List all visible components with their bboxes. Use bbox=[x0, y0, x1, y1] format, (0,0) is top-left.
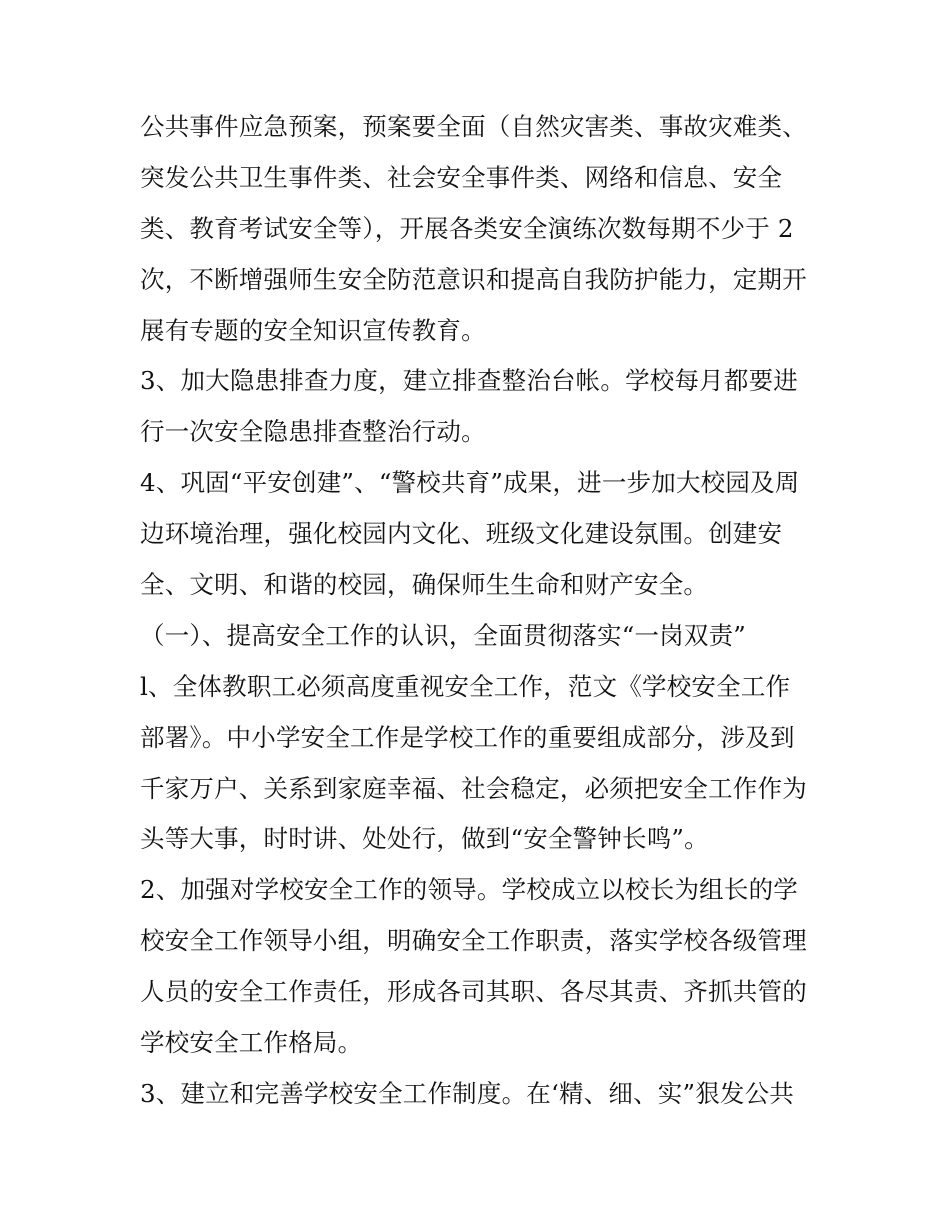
text-line: 2、加强对学校安全工作的领导。学校成立以校长为组长的学 bbox=[140, 875, 798, 905]
text-line: 次，不断增强师生安全防范意识和提高自我防护能力，定期开 bbox=[140, 264, 807, 294]
text-line: 3、建立和完善学校安全工作制度。在‘精、细、实”狠发公共 bbox=[140, 1078, 794, 1108]
text-line: 类、教育考试安全等），开展各类安全演练次数每期不少于 2 bbox=[140, 213, 794, 243]
text-line: 学校安全工作格局。 bbox=[140, 1028, 363, 1058]
text-line: 千家万户、关系到家庭幸福、社会稳定，必须把安全工作作为 bbox=[140, 773, 807, 803]
text-line: 人员的安全工作责任，形成各司其职、各尽其责、齐抓共管的 bbox=[140, 977, 807, 1007]
text-line: 突发公共卫生事件类、社会安全事件类、网络和信息、安全 bbox=[140, 162, 783, 192]
text-line: 边环境治理，强化校园内文化、班级文化建设氛围。创建安 bbox=[140, 519, 783, 549]
text-line: 部署》。中小学安全工作是学校工作的重要组成部分，涉及到 bbox=[140, 722, 795, 752]
text-line: 校安全工作领导小组，明确安全工作职责，落实学校各级管理 bbox=[140, 926, 807, 956]
text-line: 公共事件应急预案，预案要全面（自然灾害类、事故灾难类、 bbox=[140, 112, 807, 141]
text-line: 行一次安全隐患排查整治行动。 bbox=[140, 417, 486, 447]
text-line: 展有专题的安全知识宣传教育。 bbox=[140, 315, 486, 345]
section-heading: （一）、提高安全工作的认识，全面贯彻落实“一岗双责” bbox=[140, 620, 746, 650]
text-line: 全、文明、和谐的校园，确保师生生命和财产安全。 bbox=[140, 570, 709, 600]
text-line: l、全体教职工必须高度重视安全工作，范文《学校安全工作 bbox=[140, 671, 791, 701]
document-body bbox=[140, 102, 820, 1120]
text-line: 3、加大隐患排查力度，建立排查整治台帐。学校每月都要进 bbox=[140, 366, 798, 396]
text-line: 4、巩固“平安创建”、“警校共育”成果，进一步加大校园及周 bbox=[140, 468, 800, 498]
text-line: 头等大事，时时讲、处处行，做到“安全警钟长鸣”。 bbox=[140, 824, 709, 854]
